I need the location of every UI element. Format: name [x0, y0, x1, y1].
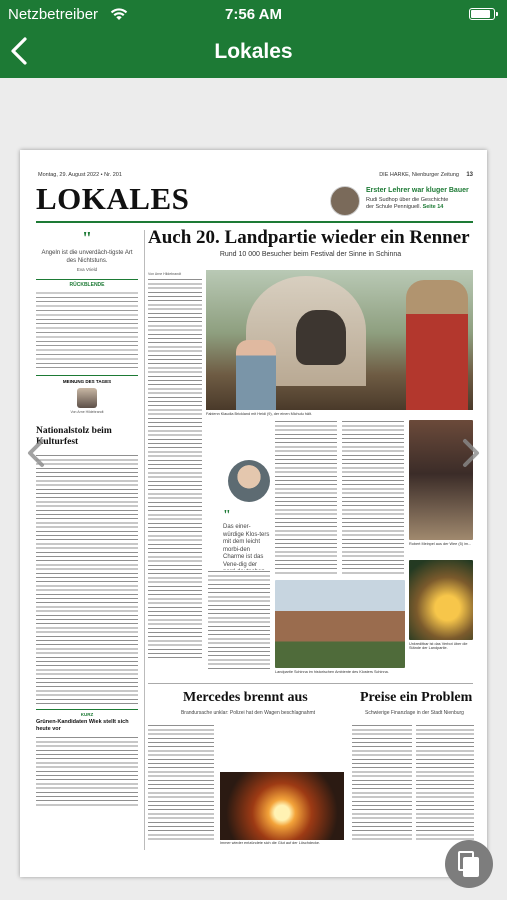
opinion-headline: Nationalstolz beim Kulturfest: [36, 426, 112, 447]
article2-photo[interactable]: [220, 772, 344, 840]
status-bar: [0, 4, 507, 26]
side-photo-1-caption: Robert Meinpel aus der Wee (5) im...: [409, 542, 472, 546]
quote-person-photo: [228, 460, 270, 502]
section-title: LOKALES: [36, 181, 190, 216]
epaper-viewer[interactable]: [0, 78, 507, 900]
main-text-col1: [148, 278, 202, 658]
teaser-avatar: [330, 186, 360, 216]
quote-mark-icon: ": [82, 228, 92, 248]
status-time: 7:56 AM: [225, 6, 282, 23]
page-meta: [38, 172, 473, 178]
article3-text-col1: [352, 724, 412, 842]
left-quote: Angeln ist die unverdäch-tigste Art des Nichtstuns.: [41, 250, 133, 264]
article2-photo-caption: Immer wieder entzündete sich die Glut auf der Löschdecke.: [220, 841, 321, 845]
carrier-label: Netzbetreiber: [8, 6, 99, 23]
main-photo[interactable]: [206, 270, 473, 410]
main-photo-caption: Fabienn Klaudia Brickland mit Heidi (9), der einen Michulu hält.: [206, 412, 312, 416]
teaser-line1: Rudi Sudhop über die Geschichte: [366, 197, 449, 203]
author-photo: [77, 388, 97, 408]
article2-text-col1: [148, 724, 214, 842]
page-number: 13: [466, 172, 473, 178]
teaser-headline: Erster Lehrer war kluger Bauer: [366, 187, 469, 194]
page-date: Montag, 29. August 2022 • Nr. 201: [38, 172, 122, 178]
side-photo-2-caption: Landpartie Schinna im historischen Ambiente des Klosters Schinna.: [275, 670, 389, 674]
teaser-line2: der Schule Penniguell. Seite 14: [366, 204, 444, 210]
side-photo-3-caption: Unkreditbar ist das Verbot über die Stände der Landpartie.: [409, 642, 468, 650]
left-column: [36, 230, 138, 850]
article3-subhead: Schwierige Finanzlage in der Stadt Nienburg: [365, 710, 464, 716]
side-photo-3[interactable]: [409, 560, 473, 640]
copy-button[interactable]: [445, 840, 493, 888]
kurz-text: [36, 736, 138, 806]
article3-headline[interactable]: Preise ein Problem: [360, 690, 473, 705]
column-divider: [144, 230, 145, 850]
quote-mark-icon: ": [223, 508, 231, 523]
main-byline: Von Arne Hildebrandt: [148, 272, 182, 276]
main-text-col2: [275, 420, 337, 575]
article2-subhead: Brandursache unklar: Polizei hat den Wagen beschlagnahmt: [180, 710, 316, 716]
teaser-box[interactable]: [330, 186, 475, 216]
author-caption: Von Arne Hildebrandt: [70, 410, 104, 414]
main-subhead: Rund 10 000 Besucher beim Festival der Sinne in Schinna: [219, 251, 402, 258]
rueckblende-text: [36, 291, 138, 369]
article-divider: [148, 683, 473, 684]
newspaper-page[interactable]: [20, 150, 487, 877]
section-divider: [36, 221, 473, 223]
label-meinung: MEINUNG DES TAGES: [36, 375, 138, 384]
page-title: Lokales: [214, 40, 293, 63]
paper-name: DIE HARKE, Nienburger Zeitung: [379, 172, 459, 178]
label-kurz: KURZ: [36, 709, 138, 717]
article2-headline[interactable]: Mercedes brennt aus: [183, 690, 308, 705]
main-text-col1b: [208, 570, 270, 670]
app-header: [0, 0, 507, 78]
opinion-text: [36, 454, 138, 704]
next-page-button[interactable]: [455, 433, 485, 473]
article3-text-col2: [416, 724, 474, 842]
main-headline[interactable]: Auch 20. Landpartie wieder ein Renner: [148, 227, 470, 248]
previous-page-button[interactable]: [22, 433, 52, 473]
side-photo-2[interactable]: [275, 580, 405, 668]
main-quote: Das einer-würdige Klos-ters mit dem leicht morbi-den Charme ist das Vene-dig der: [223, 524, 270, 568]
battery-icon: [469, 8, 495, 20]
main-text-col3: [342, 420, 404, 575]
kurz-headline: Grünen-Kandidaten Wiek stellt sich heute vor: [36, 719, 129, 732]
left-quote-author: Eva Vrield: [76, 267, 98, 272]
label-rueckblende: RÜCKBLENDE: [36, 279, 138, 288]
